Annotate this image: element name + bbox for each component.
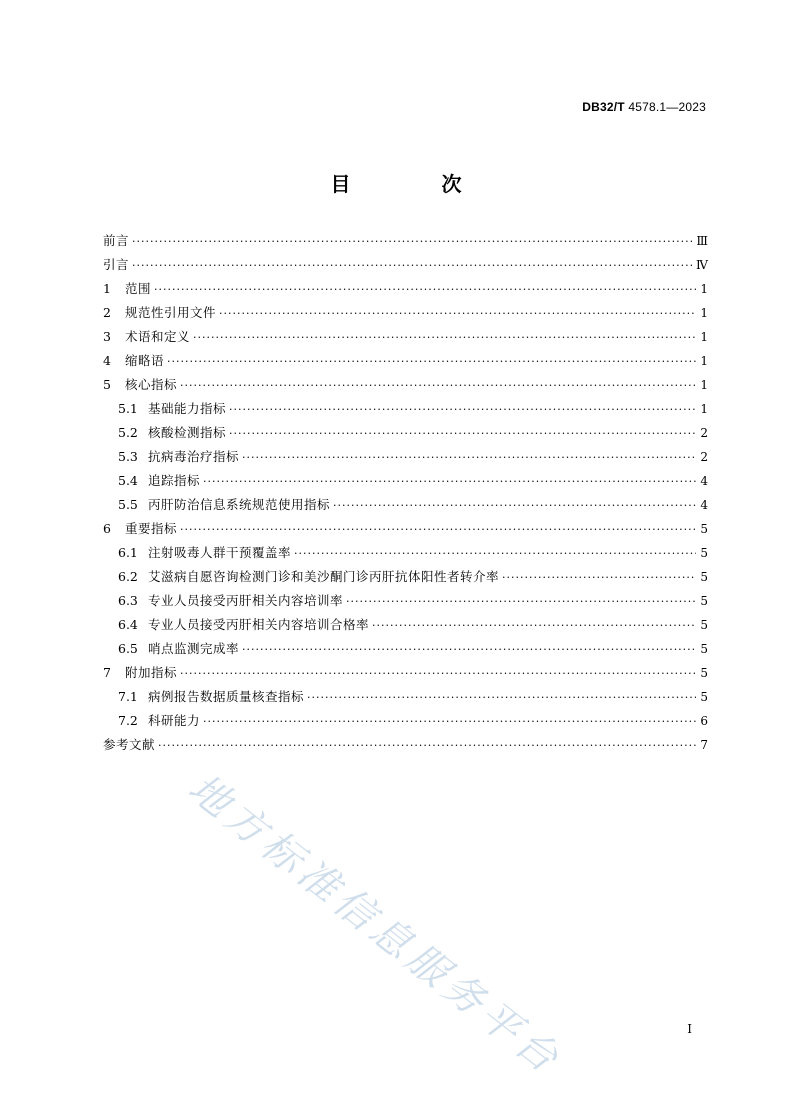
toc-entry-number: 7.1	[118, 689, 138, 704]
toc-entry-page: 6	[700, 714, 708, 728]
standard-code-number: 4578.1—2023	[628, 100, 706, 114]
dot-leader	[229, 427, 696, 440]
toc-entry-label: 缩略语	[125, 353, 165, 368]
toc-entry[interactable]	[103, 303, 708, 327]
toc-entry-label: 丙肝防治信息系统规范使用指标	[148, 497, 331, 512]
toc-entry[interactable]	[103, 351, 708, 375]
toc-entry-number: 6	[103, 521, 111, 536]
toc-entry-label: 哨点监测完成率	[148, 641, 240, 656]
toc-entry-page: 2	[700, 426, 708, 440]
toc-entry-number: 1	[103, 281, 111, 296]
toc-entry[interactable]	[103, 591, 708, 615]
toc-entry-page: Ⅳ	[696, 258, 708, 272]
toc-entry-label: 重要指标	[125, 521, 178, 536]
toc-entry-label: 范围	[125, 281, 152, 296]
toc-entry-page: 5	[700, 618, 708, 632]
toc-entry-page: 1	[700, 282, 708, 296]
toc-entry[interactable]	[103, 447, 708, 471]
toc-entry[interactable]	[103, 399, 708, 423]
toc-entry[interactable]	[103, 375, 708, 399]
toc-entry-page: 1	[700, 402, 708, 416]
toc-entry[interactable]	[103, 639, 708, 663]
toc-entry-page: 1	[700, 378, 708, 392]
toc-entry-label: 术语和定义	[125, 329, 191, 344]
page-title: 目 次	[330, 172, 504, 196]
watermark: 地方标准信息服务平台	[179, 765, 571, 1085]
dot-leader	[154, 283, 696, 296]
toc-entry-label: 参考文献	[103, 737, 156, 752]
standard-code-prefix: DB32/T	[582, 100, 625, 114]
toc-entry[interactable]	[103, 255, 708, 279]
toc-entry-label: 基础能力指标	[148, 401, 227, 416]
toc-entry[interactable]	[103, 543, 708, 567]
dot-leader	[333, 499, 696, 512]
toc-entry-label: 病例报告数据质量核查指标	[148, 689, 305, 704]
toc-entry-label: 规范性引用文件	[125, 305, 217, 320]
toc-entry[interactable]	[103, 423, 708, 447]
toc-entry-page: 4	[700, 498, 708, 512]
dot-leader	[158, 739, 696, 752]
dot-leader	[203, 475, 696, 488]
toc-entry[interactable]	[103, 663, 708, 687]
toc-entry-number: 6.1	[118, 545, 138, 560]
dot-leader	[167, 355, 696, 368]
toc-entry[interactable]	[103, 231, 708, 255]
toc-entry-label: 追踪指标	[148, 473, 201, 488]
dot-leader	[219, 307, 696, 320]
toc-entry-page: 1	[700, 354, 708, 368]
toc-entry-page: 5	[700, 594, 708, 608]
dot-leader	[372, 619, 696, 632]
toc-entry-label: 引言	[103, 257, 130, 272]
dot-leader	[132, 259, 693, 272]
toc-entry-label: 艾滋病自愿咨询检测门诊和美沙酮门诊丙肝抗体阳性者转介率	[148, 569, 500, 584]
toc-entry-number: 6.3	[118, 593, 138, 608]
toc-entry[interactable]	[103, 567, 708, 591]
toc-entry-label: 附加指标	[125, 665, 178, 680]
toc-entry-page: 5	[700, 666, 708, 680]
toc-entry-page: 2	[700, 450, 708, 464]
toc-entry-number: 5.5	[118, 497, 138, 512]
dot-leader	[346, 595, 696, 608]
toc-entry-page: 5	[700, 522, 708, 536]
toc-entry-label: 抗病毒治疗指标	[148, 449, 240, 464]
toc-entry[interactable]	[103, 735, 708, 759]
toc-entry-number: 5.3	[118, 449, 138, 464]
dot-leader	[180, 667, 696, 680]
toc-entry[interactable]	[103, 471, 708, 495]
toc-entry-page: 5	[700, 570, 708, 584]
toc-entry[interactable]	[103, 327, 708, 351]
toc-entry-label: 科研能力	[148, 713, 201, 728]
dot-leader	[294, 547, 696, 560]
toc-entry-page: 4	[700, 474, 708, 488]
dot-leader	[180, 379, 696, 392]
dot-leader	[502, 571, 696, 584]
dot-leader	[193, 331, 696, 344]
toc-entry-number: 6.5	[118, 641, 138, 656]
dot-leader	[307, 691, 696, 704]
toc-entry-label: 核酸检测指标	[148, 425, 227, 440]
toc-entry-page: 7	[700, 738, 708, 752]
toc-entry[interactable]	[103, 279, 708, 303]
dot-leader	[229, 403, 696, 416]
toc-entry-number: 3	[103, 329, 111, 344]
toc-entry-number: 5.4	[118, 473, 138, 488]
toc-entry-label: 核心指标	[125, 377, 178, 392]
toc-entry[interactable]	[103, 495, 708, 519]
toc-entry-number: 6.2	[118, 569, 138, 584]
toc-entry-page: 5	[700, 546, 708, 560]
dot-leader	[132, 235, 693, 248]
toc-entry[interactable]	[103, 711, 708, 735]
toc-entry[interactable]	[103, 687, 708, 711]
toc-entry-page: 1	[700, 330, 708, 344]
toc-entry-page: 5	[700, 642, 708, 656]
toc-entry-number: 5	[103, 377, 111, 392]
toc-entry[interactable]	[103, 519, 708, 543]
dot-leader	[242, 643, 696, 656]
toc-entry-page: 5	[700, 690, 708, 704]
dot-leader	[180, 523, 696, 536]
toc-entry-label: 注射吸毒人群干预覆盖率	[148, 545, 292, 560]
toc-entry-label: 专业人员接受丙肝相关内容培训合格率	[148, 617, 370, 632]
toc-entry-number: 6.4	[118, 617, 138, 632]
dot-leader	[242, 451, 696, 464]
toc-entry-number: 2	[103, 305, 111, 320]
toc-entry-number: 5.2	[118, 425, 138, 440]
standard-code	[582, 100, 706, 114]
toc-entry-label: 前言	[103, 233, 130, 248]
toc-entry-number: 4	[103, 353, 111, 368]
toc-entry-page: 1	[700, 306, 708, 320]
toc-entry-label: 专业人员接受丙肝相关内容培训率	[148, 593, 344, 608]
toc-entry[interactable]	[103, 615, 708, 639]
toc-entry-number: 5.1	[118, 401, 138, 416]
toc-entry-page: Ⅲ	[696, 234, 708, 248]
dot-leader	[203, 715, 696, 728]
table-of-contents	[103, 231, 708, 759]
toc-entry-number: 7.2	[118, 713, 138, 728]
page-number: I	[687, 1022, 692, 1036]
toc-entry-number: 7	[103, 665, 111, 680]
